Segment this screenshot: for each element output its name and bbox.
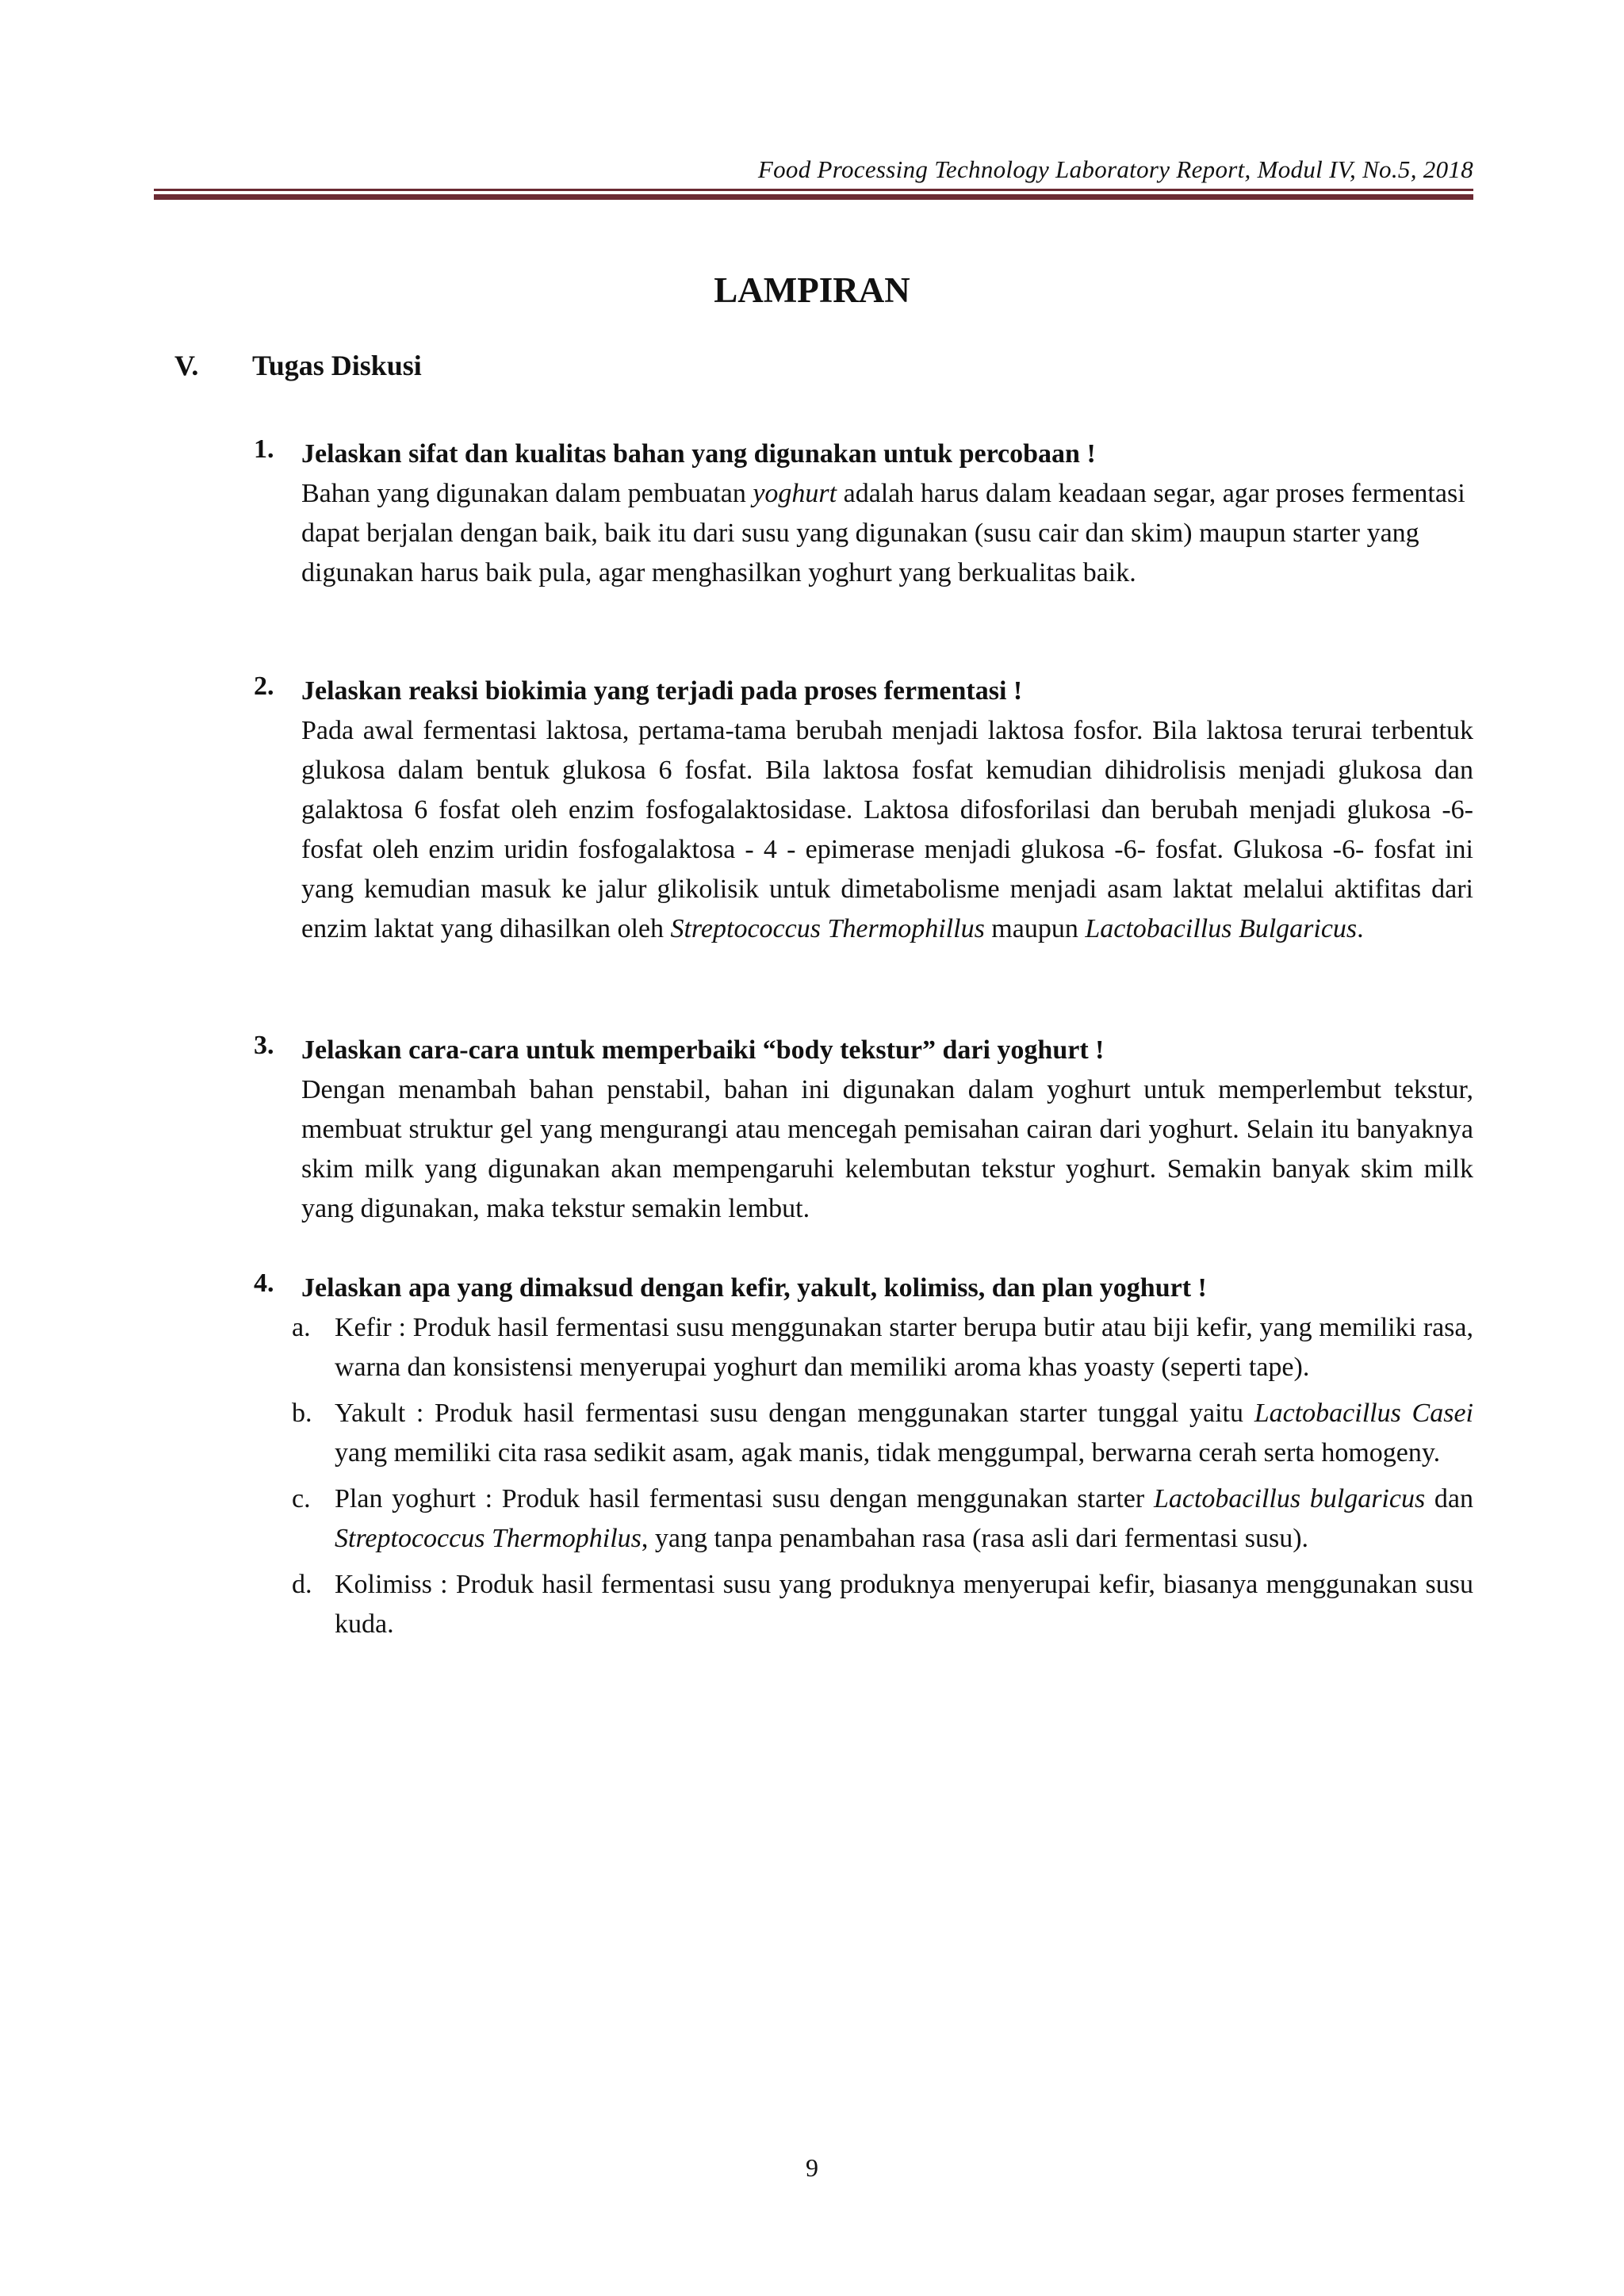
question-2: [254, 672, 1473, 949]
question-title: Jelaskan cara-cara untuk memperbaiki “body tekstur” dari yoghurt !: [301, 1035, 1105, 1065]
question-1: [254, 434, 1473, 593]
item-text: Plan yoghurt : Produk hasil fermentasi susu dengan menggunakan starter: [335, 1484, 1154, 1513]
answer-text: .: [1357, 914, 1364, 943]
running-header: Food Processing Technology Laboratory Report, Modul IV, No.5, 2018: [757, 155, 1473, 183]
item-text: Yakult : Produk hasil fermentasi susu dengan menggunakan starter tunggal yaitu: [335, 1399, 1254, 1428]
question-4: [254, 1269, 1473, 1651]
item-letter: b.: [292, 1399, 312, 1428]
item-italic-term: Lactobacillus Casei: [1254, 1399, 1473, 1428]
item-italic-term: Lactobacillus bulgaricus: [1153, 1484, 1426, 1513]
answer-italic-term: Lactobacillus Bulgaricus: [1085, 914, 1358, 943]
definition-item-yakult: [292, 1394, 1473, 1473]
answer-paragraph: [301, 711, 1473, 949]
question-number: 1.: [254, 434, 274, 464]
item-text: dan: [1425, 1484, 1473, 1513]
item-letter: c.: [292, 1484, 311, 1513]
section-title: Tugas Diskusi: [252, 350, 422, 381]
header-rule-thin: [154, 189, 1473, 191]
page-title: LAMPIRAN: [714, 270, 910, 310]
question-title: Jelaskan reaksi biokimia yang terjadi pada proses fermentasi !: [301, 676, 1023, 706]
item-text: Kolimiss : Produk hasil fermentasi susu yang produknya menyerupai kefir, biasanya menggunakan susu kuda.: [335, 1570, 1473, 1639]
question-number: 3.: [254, 1031, 274, 1060]
answer-text: adalah harus dalam keadaan segar, agar proses fermentasi dapat berjalan dengan baik, baik itu dari susu yang digunakan (susu cair dan skim) maupun starter yang digunakan harus baik pula, agar menghasilkan yoghurt yang berkualitas baik.: [301, 479, 1465, 587]
item-text: Kefir : Produk hasil fermentasi susu menggunakan starter berupa butir atau biji kefir, yang memiliki rasa, warna dan konsistensi menyerupai yoghurt dan memiliki aroma khas yoasty (seperti tape).: [335, 1313, 1473, 1382]
question-number: 2.: [254, 672, 274, 701]
item-italic-term: Streptococcus Thermophilus: [335, 1524, 642, 1553]
header-rule-thick: [154, 194, 1473, 200]
question-3: [254, 1031, 1473, 1229]
definition-item-plan-yoghurt: [292, 1479, 1473, 1559]
item-text: , yang tanpa penambahan rasa (rasa asli dari fermentasi susu).: [641, 1524, 1309, 1553]
item-text: yang memiliki cita rasa sedikit asam, agak manis, tidak menggumpal, berwarna cerah serta homogeny.: [335, 1438, 1441, 1468]
answer-text: maupun: [984, 914, 1086, 943]
answer-italic-term: yoghurt: [753, 479, 837, 508]
definition-item-kolimiss: [292, 1565, 1473, 1644]
answer-italic-term: Streptococcus Thermophillus: [670, 914, 985, 943]
item-letter: a.: [292, 1313, 311, 1342]
answer-paragraph: Dengan menambah bahan penstabil, bahan ini digunakan dalam yoghurt untuk memperlembut tekstur, membuat struktur gel yang mengurangi atau mencegah pemisahan cairan dari yoghurt. Selain itu banyaknya skim milk yang digunakan akan mempengaruhi kelembutan tekstur yoghurt. Semakin banyak skim milk yang digunakan, maka tekstur semakin lembut.: [301, 1075, 1473, 1223]
definition-item-kefir: [292, 1308, 1473, 1387]
question-title: Jelaskan sifat dan kualitas bahan yang digunakan untuk percobaan !: [301, 439, 1096, 469]
question-title: Jelaskan apa yang dimaksud dengan kefir, yakult, kolimiss, dan plan yoghurt !: [301, 1273, 1207, 1303]
answer-text: Bahan yang digunakan dalam pembuatan: [301, 479, 753, 508]
answer-text: Pada awal fermentasi laktosa, pertama-tama berubah menjadi laktosa fosfor. Bila laktosa terurai terbentuk glukosa dalam bentuk glukosa 6 fosfat. Bila laktosa fosfat kemudian dihidrolisis menjadi glukosa dan galaktosa 6 fosfat oleh enzim fosfogalaktosidase. Laktosa difosforilasi dan berubah menjadi glukosa -6- fosfat oleh enzim uridin fosfogalaktosa - 4 - epimerase menjadi glukosa -6- fosfat. Glukosa -6- fosfat ini yang kemudian masuk ke jalur glikolisik untuk dimetabolisme menjadi asam laktat melalui aktifitas dari enzim laktat yang dihasilkan oleh: [301, 716, 1473, 943]
page-number: 9: [806, 2153, 818, 2182]
item-letter: d.: [292, 1570, 312, 1599]
answer-paragraph: [301, 474, 1473, 593]
question-number: 4.: [254, 1269, 274, 1298]
section-number: V.: [174, 350, 199, 381]
